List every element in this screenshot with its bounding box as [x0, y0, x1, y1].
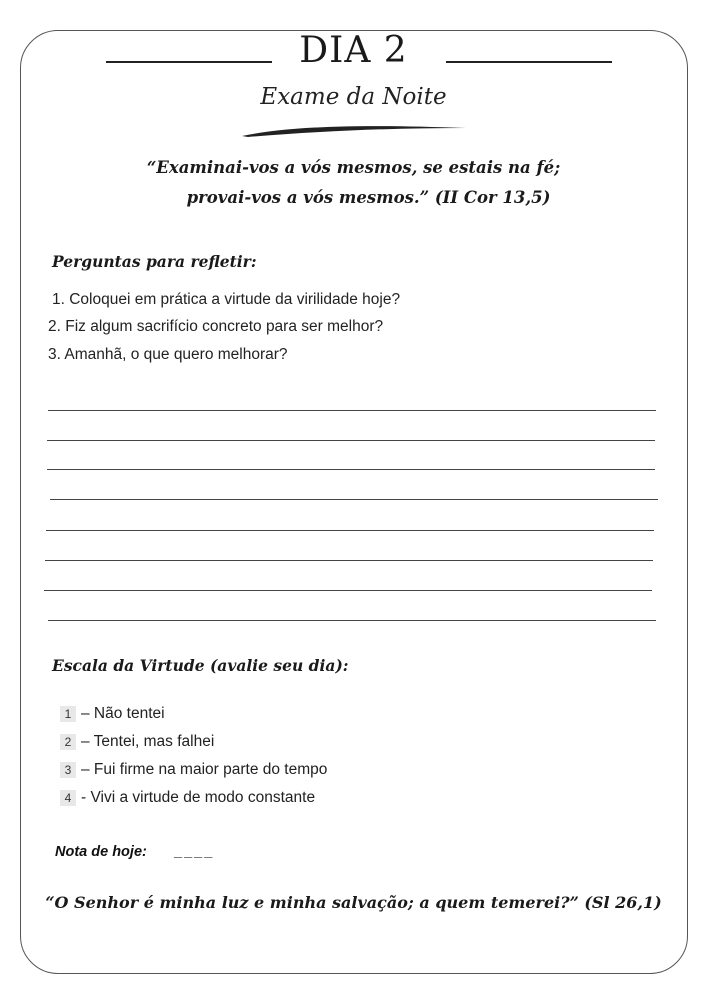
- scale-item-label: – Não tentei: [81, 705, 165, 722]
- scale-heading: Escala da Virtude (avalie seu dia):: [52, 656, 349, 675]
- scale-item-label: – Fui firme na maior parte do tempo: [81, 761, 328, 778]
- answer-line[interactable]: [48, 410, 656, 411]
- scale-item-label: - Vivi a virtude de modo constante: [81, 789, 316, 806]
- page-title: DIA 2: [299, 30, 408, 71]
- page-subtitle: Exame da Noite: [260, 84, 447, 110]
- opening-quote-line-1: “Examinai-vos a vós mesmos, se estais na fé;: [146, 158, 561, 177]
- answer-line[interactable]: [47, 469, 655, 470]
- scale-item-1: [60, 705, 165, 723]
- scale-item-3: [60, 761, 327, 779]
- answer-line[interactable]: [45, 560, 653, 561]
- opening-quote-line-2: provai-vos a vós mesmos.” (II Cor 13,5): [186, 188, 551, 207]
- reflection-heading: Perguntas para refletir:: [52, 252, 257, 271]
- scale-number-badge: 2: [60, 734, 76, 750]
- scale-number-badge: 1: [60, 706, 76, 722]
- answer-line[interactable]: [48, 620, 656, 621]
- question-item-2: 2. Fiz algum sacrifício concreto para ser melhor?: [48, 318, 384, 335]
- answer-line[interactable]: [50, 499, 658, 500]
- closing-quote: “O Senhor é minha luz e minha salvação; a quem temerei?” (Sl 26,1): [45, 893, 662, 912]
- answer-line[interactable]: [44, 590, 652, 591]
- scale-item-label: – Tentei, mas falhei: [81, 733, 215, 750]
- scale-item-4: [60, 789, 315, 807]
- scale-number-badge: 3: [60, 762, 76, 778]
- answer-line[interactable]: [46, 530, 654, 531]
- question-item-3: 3. Amanhã, o que quero melhorar?: [48, 346, 288, 363]
- question-item-1: 1. Coloquei em prática a virtude da virilidade hoje?: [52, 291, 401, 308]
- score-blank-field[interactable]: ____: [174, 844, 215, 860]
- score-label: Nota de hoje:: [55, 844, 147, 860]
- scale-item-2: [60, 733, 214, 751]
- scale-number-badge: 4: [60, 790, 76, 806]
- answer-line[interactable]: [47, 440, 655, 441]
- brush-stroke-divider: [240, 122, 468, 142]
